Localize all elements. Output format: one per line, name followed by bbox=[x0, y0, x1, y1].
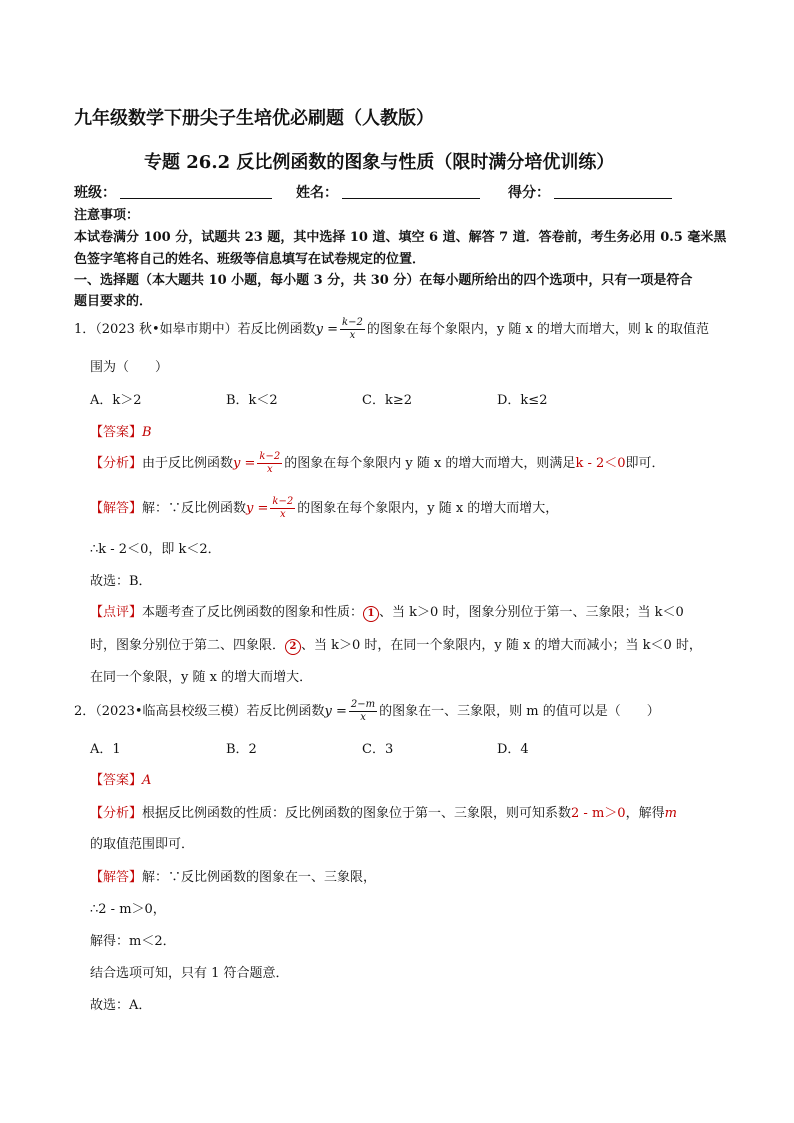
analysis-condition: k - 2＜0 bbox=[575, 456, 626, 471]
comment-tag: 【点评】 bbox=[90, 605, 143, 620]
question-1-step-2: 故选：B． bbox=[90, 574, 152, 589]
analysis-text-1b: ，解得 bbox=[625, 806, 665, 821]
analysis-text-a: 由于反比例函数 bbox=[142, 456, 234, 471]
question-1-answer bbox=[90, 421, 152, 440]
question-2-suffix: 的图象在一、三象限，则 m 的值可以是（ ） bbox=[379, 704, 660, 719]
question-2-analysis-line-2: 的取值范围即可． bbox=[90, 837, 195, 852]
question-2-frac-num: 2−m bbox=[350, 699, 376, 710]
score-blank bbox=[554, 198, 672, 199]
solution-text: 解：∵反比例函数的图象在一、三象限， bbox=[142, 870, 377, 885]
question-1-option-c: C．k≥2 bbox=[362, 393, 412, 408]
comment-text-1b: 、当 k＞0 时，图象分别位于第一、三象限；当 k＜0 bbox=[379, 605, 684, 620]
page-subtitle: 专题 26.2 反比例函数的图象与性质（限时满分培优训练） bbox=[144, 152, 615, 173]
notes-line-1: 本试卷满分 100 分，试题共 23 题，其中选择 10 道、填空 6 道、解答 7 道．答卷前，考生务必用 0.5 毫米黑 bbox=[74, 230, 727, 245]
question-2-fraction bbox=[349, 700, 377, 723]
solution-tag: 【解答】 bbox=[90, 501, 143, 516]
name-blank bbox=[342, 198, 480, 199]
circled-number-1: 1 bbox=[363, 606, 379, 622]
question-1-frac-den: x bbox=[349, 330, 356, 341]
question-2-step-1: ∴2 - m＞0， bbox=[90, 902, 166, 917]
question-1-y-eq: y = bbox=[315, 322, 339, 337]
question-1-solution bbox=[90, 497, 558, 520]
analysis-tag: 【分析】 bbox=[90, 806, 143, 821]
section-heading-1: 一、选择题（本大题共 10 小题，每小题 3 分，共 30 分）在每小题所给出的四个选项中，只有一项是符合 bbox=[74, 273, 693, 288]
question-2-answer bbox=[90, 769, 151, 788]
analysis-text-c: 即可． bbox=[625, 456, 665, 471]
question-1-comment-line-2 bbox=[90, 634, 702, 655]
analysis-text-b: 的图象在每个象限内 y 随 x 的增大而增大，则满足 bbox=[284, 456, 576, 471]
question-2-prefix: 2．（2023•临高县校级三模）若反比例函数 bbox=[74, 704, 325, 719]
question-1-suffix: 的图象在每个象限内，y 随 x 的增大而增大，则 k 的取值范 bbox=[366, 322, 710, 337]
class-label: 班级： bbox=[74, 185, 116, 201]
question-2-y-eq: y = bbox=[324, 704, 347, 719]
question-2-option-a: A．1 bbox=[90, 742, 121, 757]
comment-text-2b: 、当 k＞0 时，在同一个象限内，y 随 x 的增大而减小；当 k＜0 时， bbox=[301, 638, 702, 653]
section-heading-2: 题目要求的． bbox=[74, 294, 153, 309]
class-blank bbox=[120, 198, 272, 199]
solution-y-eq: y = bbox=[246, 501, 269, 516]
solution-fraction bbox=[270, 497, 295, 520]
comment-text-2a: 时，图象分别位于第二、四象限． bbox=[90, 638, 286, 653]
question-2-step-4: 故选：A． bbox=[90, 998, 152, 1013]
question-1-stem-line-2: 围为（ ） bbox=[90, 360, 169, 375]
name-label: 姓名： bbox=[296, 185, 338, 201]
answer-tag: 【答案】 bbox=[90, 425, 143, 440]
analysis-text-1: 根据反比例函数的性质：反比例函数的图象位于第一、三象限，则可知系数 bbox=[142, 806, 572, 821]
question-1-option-d: D．k≤2 bbox=[497, 393, 548, 408]
answer-value: A bbox=[142, 773, 152, 788]
analysis-condition: 2 - m＞0 bbox=[571, 806, 626, 821]
solution-tag: 【解答】 bbox=[90, 870, 143, 885]
analysis-frac-num: k−2 bbox=[259, 451, 281, 462]
question-1-frac-num: k−2 bbox=[342, 317, 363, 328]
page-title: 九年级数学下册尖子生培优必刷题（人教版） bbox=[74, 108, 434, 129]
question-1-prefix: 1．（2023 秋•如皋市期中）若反比例函数 bbox=[74, 322, 316, 337]
score-label: 得分： bbox=[508, 185, 550, 201]
question-2-step-2: 解得：m＜2． bbox=[90, 934, 176, 949]
question-2-stem bbox=[74, 700, 660, 723]
analysis-variable: m bbox=[664, 806, 677, 821]
question-2-frac-den: x bbox=[360, 712, 366, 723]
question-1-option-b: B．k＜2 bbox=[226, 393, 278, 408]
question-1-comment-line-3: 在同一个象限，y 随 x 的增大而增大． bbox=[90, 670, 313, 685]
question-2-analysis-line-1 bbox=[90, 802, 677, 821]
answer-tag: 【答案】 bbox=[90, 773, 143, 788]
question-2-step-3: 结合选项可知，只有 1 符合题意． bbox=[90, 966, 289, 981]
solution-frac-den: x bbox=[279, 509, 286, 520]
question-2-solution bbox=[90, 866, 376, 885]
analysis-frac-den: x bbox=[266, 464, 273, 475]
notes-heading: 注意事项： bbox=[74, 208, 140, 223]
solution-text-a: 解：∵反比例函数 bbox=[142, 501, 247, 516]
question-1-comment-line-1 bbox=[90, 601, 684, 622]
notes-line-2: 色签字笔将自己的姓名、班级等信息填写在试卷规定的位置． bbox=[74, 252, 426, 267]
question-1-option-a: A．k＞2 bbox=[90, 393, 142, 408]
question-2-option-d: D．4 bbox=[497, 742, 529, 757]
solution-frac-num: k−2 bbox=[272, 496, 294, 507]
circled-number-2: 2 bbox=[285, 639, 301, 655]
solution-text-b: 的图象在每个象限内，y 随 x 的增大而增大， bbox=[297, 501, 559, 516]
analysis-y-eq: y = bbox=[233, 456, 256, 471]
question-1-step-1: ∴k - 2＜0，即 k＜2． bbox=[90, 542, 221, 557]
answer-value: B bbox=[142, 425, 152, 440]
question-1-fraction bbox=[340, 318, 365, 341]
question-2-option-b: B．2 bbox=[226, 742, 257, 757]
analysis-tag: 【分析】 bbox=[90, 456, 143, 471]
question-2-option-c: C．3 bbox=[362, 742, 394, 757]
comment-text-1: 本题考查了反比例函数的图象和性质： bbox=[142, 605, 364, 620]
question-1-analysis bbox=[90, 452, 665, 475]
analysis-fraction bbox=[257, 452, 282, 475]
question-1-stem bbox=[74, 318, 709, 341]
